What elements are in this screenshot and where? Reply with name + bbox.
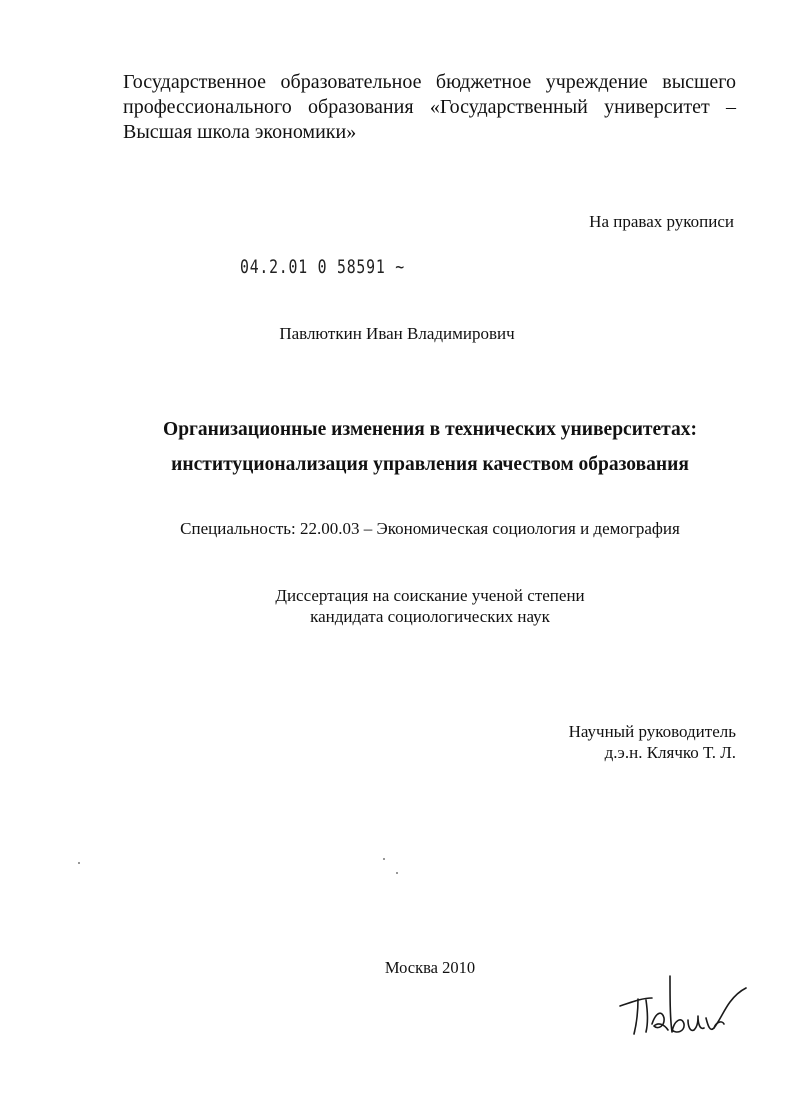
scan-speck: [78, 862, 80, 864]
supervisor: [569, 721, 736, 763]
degree-line-2: кандидата социологических наук: [310, 607, 550, 626]
registry-stamp: 04.2.01 0 58591 ~: [240, 256, 405, 278]
institution-name: Государственное образовательное бюджетное учреждение высшего профессионального образования «Государственный университет – Высшая школа экономики»: [123, 71, 736, 143]
scan-speck: [396, 872, 398, 874]
rights-note: На правах рукописи: [589, 212, 734, 231]
degree-line-1: Диссертация на соискание ученой степени: [275, 586, 585, 605]
supervisor-name: д.э.н. Клячко Т. Л.: [604, 743, 736, 762]
title-line-1: Организационные изменения в технических университетах:: [163, 419, 697, 440]
author-name: Павлюткин Иван Владимирович: [279, 324, 515, 343]
scan-speck: [383, 858, 385, 860]
title-line-2: институционализация управления качеством образования: [171, 454, 689, 475]
handwritten-signature: [612, 968, 752, 1048]
dissertation-title: [0, 412, 794, 482]
specialty: Специальность: 22.00.03 – Экономическая социология и демография: [180, 519, 680, 538]
degree-statement: [0, 585, 794, 627]
supervisor-label: Научный руководитель: [568, 722, 736, 741]
city-year: Москва 2010: [384, 958, 476, 977]
